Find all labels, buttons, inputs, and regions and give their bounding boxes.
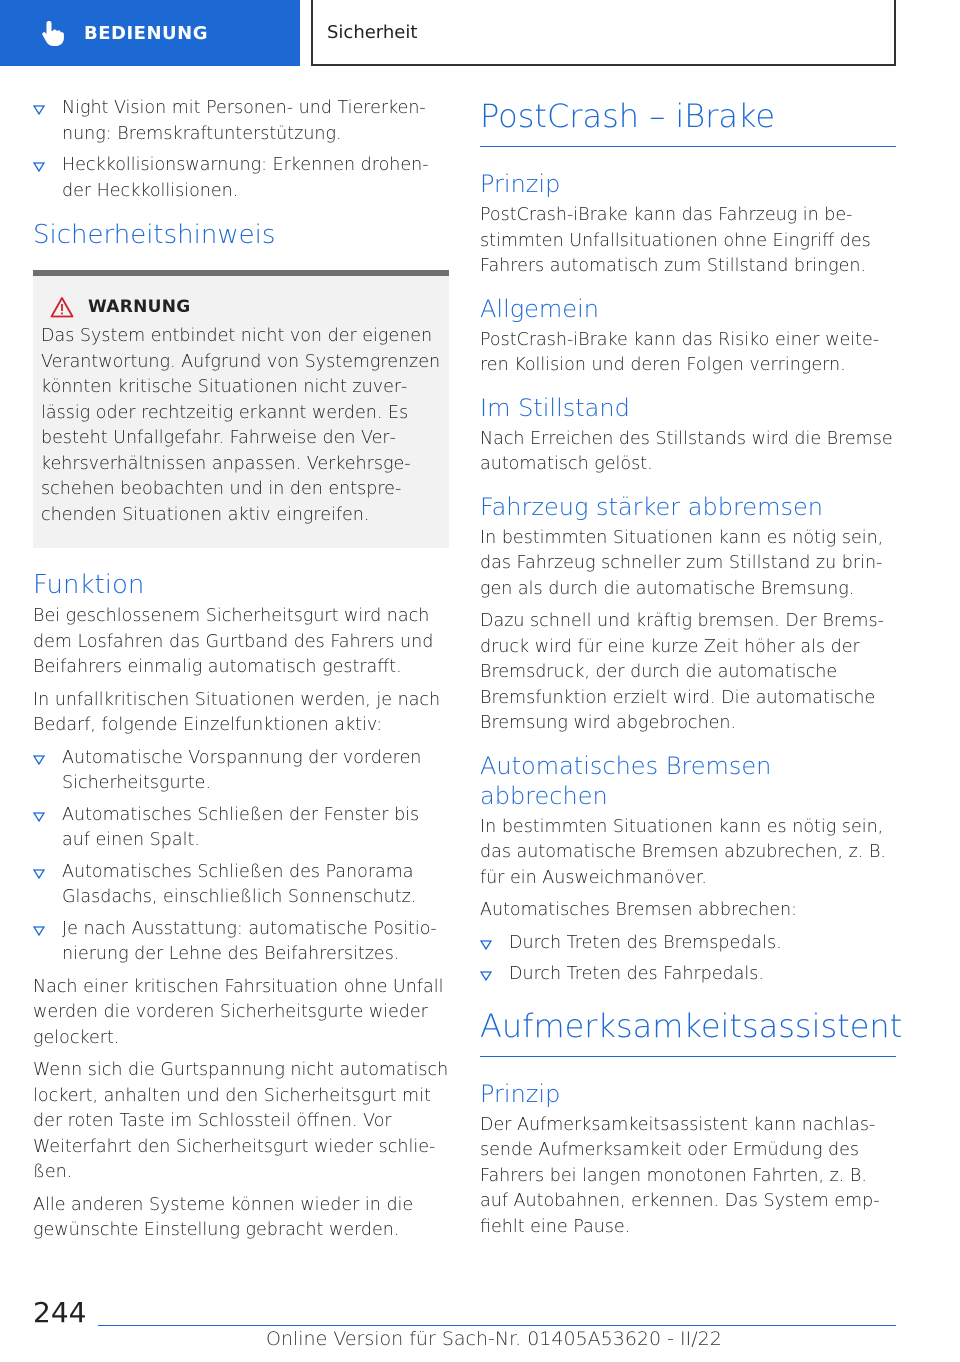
page-number: 244 (33, 1296, 87, 1329)
section-title-box (311, 0, 896, 66)
paragraph: PostCrash-iBrake kann das Risiko einer weiteren Kollision und deren Folgen verringern. (480, 329, 880, 375)
list-item (33, 917, 449, 968)
heading-sicherheitshinweis: Sicherheitshinweis (33, 220, 276, 250)
list-item-text: Durch Treten des Fahrpedals. (509, 964, 764, 984)
tab-bedienung-label: BEDIENUNG (84, 22, 208, 44)
triangle-bullet-icon (33, 926, 45, 936)
list-item (33, 96, 449, 147)
list-item (480, 962, 896, 988)
triangle-bullet-icon (33, 869, 45, 879)
list-item (33, 803, 449, 854)
paragraph: Automatisches Bremsen abbrechen: (480, 900, 798, 920)
footer-version-text: Online Version für Sach-Nr. 01405A53620 - II/22 (266, 1328, 722, 1350)
funktion-bullet-list (33, 746, 449, 968)
warning-text: Das System entbindet nicht von der eigenen Verantwortung. Aufgrund von Systemgrenzen könnten kritische Situationen nicht zuverlässig oder rechtzeitig erkannt werden. Es besteht Unfallgefahr. Fahrweise den Verkehrsverhältnissen anpassen. Verkehrsgeschehen beobachten und in den entsprechenden Situationen aktiv eingreifen. (41, 326, 441, 525)
paragraph: Nach einer kritischen Fahrsituation ohne Unfall werden die vorderen Sicherheitsgurte wieder gelockert. (33, 976, 444, 1048)
list-item-text: Automatische Vorspannung der vorderen Sicherheitsgurte. (62, 747, 422, 793)
list-item-text: Je nach Ausstattung: automatische Positionierung der Lehne des Beifahrersitzes. (62, 918, 437, 964)
heading-automatisches-bremsen-abbrechen: Automatisches Bremsen abbrechen (480, 751, 772, 810)
right-column (480, 96, 903, 1247)
heading-fahrzeug-staerker-abbremsen: Fahrzeug stärker abbremsen (480, 492, 823, 521)
heading-im-stillstand: Im Stillstand (480, 393, 630, 422)
paragraph: PostCrash-iBrake kann das Fahrzeug in bestimmten Unfallsituationen ohne Eingriff des Fahrers automatisch zum Stillstand bringen. (480, 205, 871, 276)
warning-header (41, 296, 441, 318)
list-item (33, 153, 449, 204)
warning-triangle-icon (50, 296, 74, 318)
list-item (33, 746, 449, 797)
paragraph: In bestimmten Situationen kann es nötig sein, das Fahrzeug schneller zum Stillstand zu bringen als durch die automatische Bremsung. (480, 527, 884, 599)
paragraph: In bestimmten Situationen kann es nötig sein, das automatische Bremsen abzubrechen, z. B. für ein Ausweichmanöver. (480, 816, 886, 888)
paragraph: Nach Erreichen des Stillstands wird die Bremse automatisch gelöst. (480, 428, 893, 474)
heading-allgemein: Allgemein (480, 294, 599, 323)
paragraph: Bei geschlossenem Sicherheitsgurt wird nach dem Losfahren das Gurtband des Fahrers und Beifahrers einmalig automatisch gestrafft. (33, 606, 434, 677)
triangle-bullet-icon (33, 162, 45, 172)
footer-divider (98, 1325, 896, 1326)
triangle-bullet-icon (33, 812, 45, 822)
section-title: Sicherheit (327, 21, 418, 43)
paragraph: Dazu schnell und kräftig bremsen. Der Bremsdruck wird für eine kurze Zeit höher als der Bremsdruck, der durch die automatische Bremsfunktion erzielt wird. Die automatische Bremsung wird abgebrochen. (480, 611, 884, 733)
heading-prinzip-2: Prinzip (480, 1079, 561, 1108)
triangle-bullet-icon (33, 755, 45, 765)
heading-aufmerksamkeitsassistent: Aufmerksamkeitsassistent (480, 1006, 896, 1057)
list-item (33, 860, 449, 911)
list-item-text: Automatisches Schließen der Fenster bis auf einen Spalt. (62, 804, 420, 850)
paragraph: Alle anderen Systeme können wieder in die gewünschte Einstellung gebracht werden. (33, 1194, 414, 1240)
triangle-bullet-icon (480, 940, 492, 950)
paragraph: In unfallkritischen Situationen werden, je nach Bedarf, folgende Einzelfunktionen aktiv: (33, 689, 441, 735)
left-column (33, 96, 449, 1251)
paragraph: Wenn sich die Gurtspannung nicht automatisch lockert, anhalten und den Sicherheitsgurt mit der roten Taste im Schlossteil öffnen. Vor Weiterfahrt den Sicherheitsgurt wieder schließen. (33, 1060, 449, 1182)
top-bullet-list (33, 96, 449, 204)
list-item-text: Durch Treten des Bremspedals. (509, 932, 782, 953)
paragraph: Der Aufmerksamkeitsassistent kann nachlassende Aufmerksamkeit oder Ermüdung des Fahrers bei langen monotonen Fahrten, z. B. auf Autobahnen, erkennen. Das System empfiehlt eine Pause. (480, 1114, 880, 1237)
tab-bedienung[interactable] (0, 0, 300, 66)
hand-pointer-icon (38, 18, 68, 48)
list-item-text: Automatisches Schließen des Panorama Glasdachs, einschließlich Sonnenschutz. (62, 861, 417, 907)
warning-box (33, 270, 449, 548)
list-item-text: Night Vision mit Personen- und Tiererkennung: Bremskraftunterstützung. (62, 98, 426, 144)
triangle-bullet-icon (480, 971, 492, 981)
list-item (480, 931, 896, 957)
triangle-bullet-icon (33, 105, 45, 115)
warning-title: WARNUNG (88, 297, 191, 317)
abbrechen-bullet-list (480, 931, 896, 988)
heading-prinzip: Prinzip (480, 170, 561, 198)
page-header (0, 0, 960, 66)
list-item-text: Heckkollisionswarnung: Erkennen drohender Heckkollisionen. (62, 155, 429, 201)
heading-postcrash-ibrake: PostCrash – iBrake (480, 96, 896, 147)
heading-funktion: Funktion (33, 570, 145, 600)
